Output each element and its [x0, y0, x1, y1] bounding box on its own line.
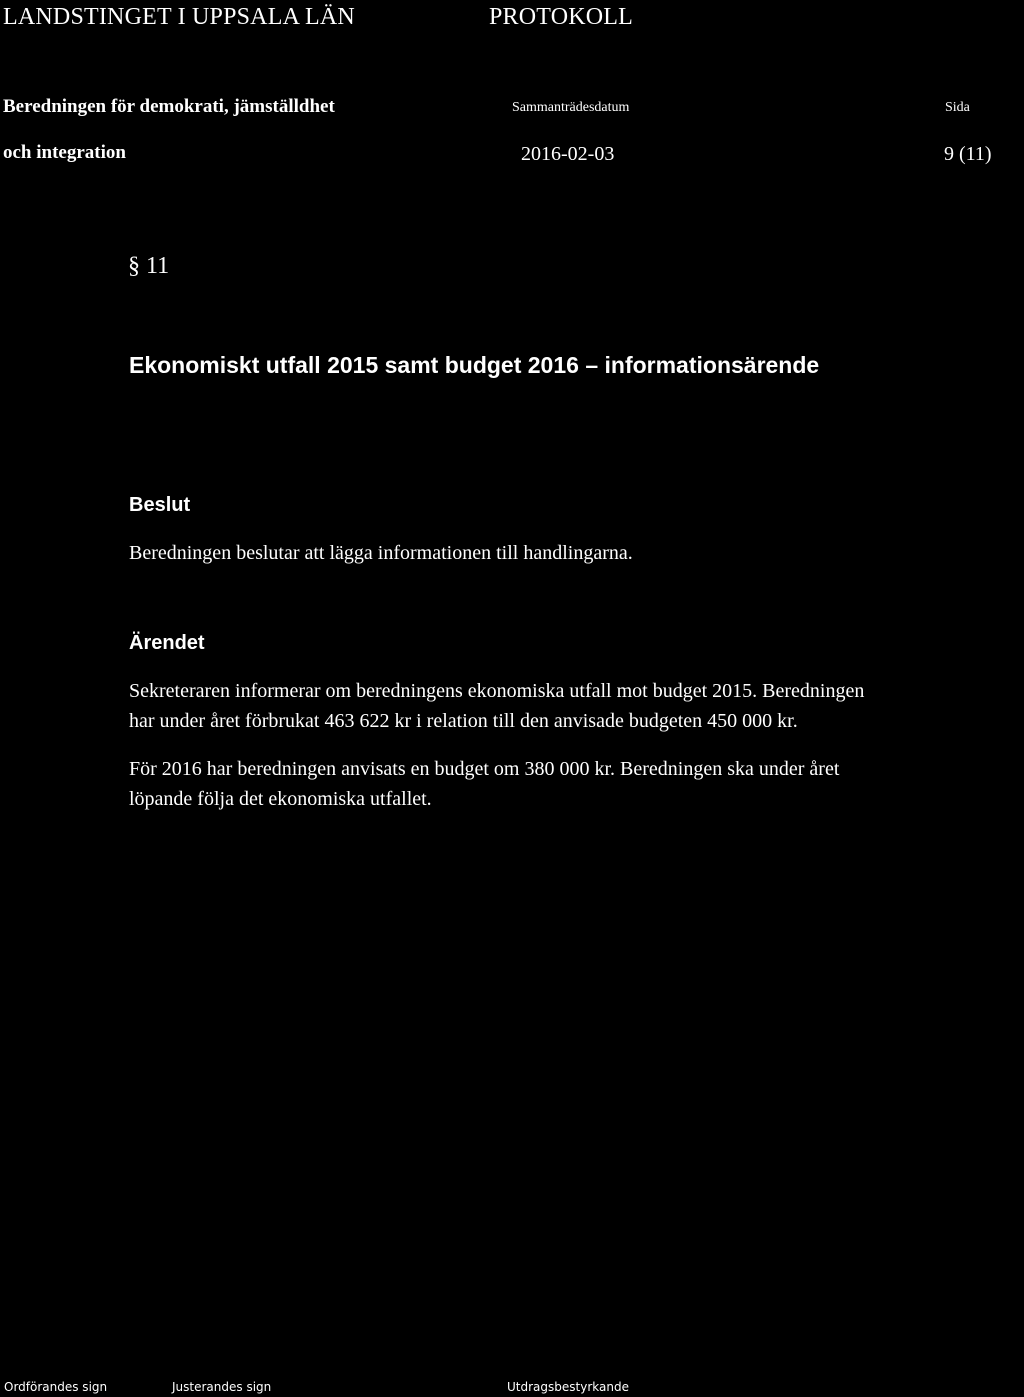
- matter-paragraph-2-line-1: För 2016 har beredningen anvisats en budget om 380 000 kr. Beredningen ska under året: [129, 758, 840, 780]
- chair-signature-label: Ordförandes sign: [4, 1380, 108, 1394]
- matter-paragraph-1-line-1: Sekreteraren informerar om beredningens ekonomiska utfall mot budget 2015. Beredningen: [129, 680, 865, 702]
- meeting-date-label: Sammanträdesdatum: [512, 100, 630, 115]
- matter-paragraph-2: [129, 754, 1024, 814]
- page-number: 9 (11): [944, 143, 992, 165]
- matter-paragraph-2-line-2: löpande följa det ekonomiska utfallet.: [129, 788, 432, 810]
- extract-certification-label: Utdragsbestyrkande: [507, 1380, 629, 1394]
- decision-heading: Beslut: [129, 494, 191, 516]
- committee-name-line2: och integration: [3, 142, 126, 163]
- organization-name: LANDSTINGET I UPPSALA LÄN: [3, 4, 355, 30]
- adjuster-signature-label: Justerandes sign: [172, 1380, 272, 1394]
- matter-paragraph-1-line-2: har under året förbrukat 463 622 kr i relation till den anvisade budgeten 450 000 kr.: [129, 710, 798, 732]
- document-type: PROTOKOLL: [489, 4, 634, 30]
- matter-paragraph-1: [129, 676, 1024, 736]
- item-title: Ekonomiskt utfall 2015 samt budget 2016 – informationsärende: [129, 352, 820, 378]
- page-label: Sida: [945, 100, 970, 115]
- committee-name-line1: Beredningen för demokrati, jämställdhet: [3, 96, 335, 117]
- decision-text: Beredningen beslutar att lägga informationen till handlingarna.: [129, 542, 633, 564]
- paragraph-number: § 11: [128, 253, 170, 279]
- meeting-date: 2016-02-03: [521, 143, 615, 165]
- matter-heading: Ärendet: [129, 632, 205, 654]
